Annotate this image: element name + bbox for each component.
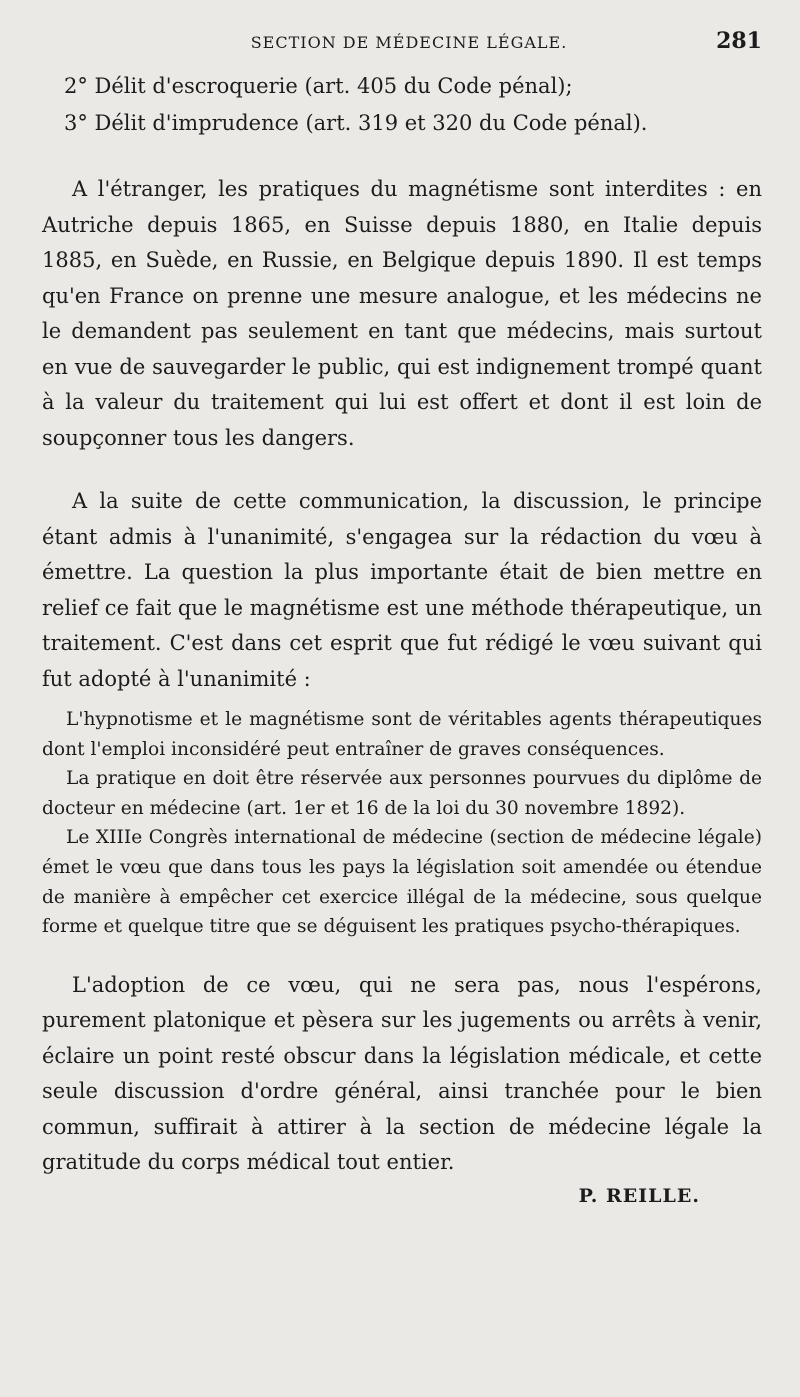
running-header xyxy=(42,28,762,68)
author-signature: P. REILLE. xyxy=(578,1184,700,1207)
list-item: 2° Délit d'escroquerie (art. 405 du Code pénal); xyxy=(64,74,573,98)
section-title: SECTION DE MÉDECINE LÉGALE. xyxy=(250,33,568,52)
resolution-text xyxy=(42,705,762,942)
paragraph-foreign-law: A l'étranger, les pratiques du magnétisme sont interdites : en Autriche depuis 1865, en Suisse depuis 1880, en Italie depuis 1885, en Suède, en Russie, en Belgique depuis 1890. Il est temps qu'en France on prenne une mesure analogue, et les médecins ne le demandent pas seulement en tant que médecins, mais surtout en vue de sauvegarder le public, qui est indignement trompé quant à la valeur du traitement qui lui est offert et dont il est loin de soupçonner tous les dangers. xyxy=(42,177,762,450)
offense-list xyxy=(42,68,762,142)
paragraph-discussion: A la suite de cette communication, la discussion, le principe étant admis à l'unanimité, s'engagea sur la rédaction du vœu à émettre. La question la plus importante était de bien mettre en relief ce fait que le magnétisme est une méthode thérapeutique, un traitement. C'est dans cet esprit que fut rédigé le vœu suivant qui fut adopté à l'unanimité : xyxy=(42,489,762,691)
resolution-paragraph: L'hypnotisme et le magnétisme sont de véritables agents thérapeutiques dont l'emploi inconsidéré peut entraîner de graves conséquences. xyxy=(42,709,762,760)
paragraph-closing: L'adoption de ce vœu, qui ne sera pas, nous l'espérons, purement platonique et pèsera sur les jugements ou arrêts à venir, éclaire un point resté obscur dans la législation médicale, et cette seule discussion d'ordre général, ainsi tranchée pour le bien commun, suffirait à attirer à la section de médecine légale la gratitude du corps médical tout entier. xyxy=(42,972,762,1175)
page-number: 281 xyxy=(716,28,762,54)
resolution-paragraph: La pratique en doit être réservée aux personnes pourvues du diplôme de docteur en médecine (art. 1er et 16 de la loi du 30 novembre 1892). xyxy=(42,768,762,819)
resolution-paragraph: Le XIIIe Congrès international de médecine (section de médecine légale) émet le vœu que dans tous les pays la législation soit amendée ou étendue de manière à empêcher cet exercice illégal de la médecine, sous quelque forme et quelque titre que se déguisent les pratiques psycho-thérapiques. xyxy=(42,827,762,938)
list-item: 3° Délit d'imprudence (art. 319 et 320 du Code pénal). xyxy=(64,111,648,135)
